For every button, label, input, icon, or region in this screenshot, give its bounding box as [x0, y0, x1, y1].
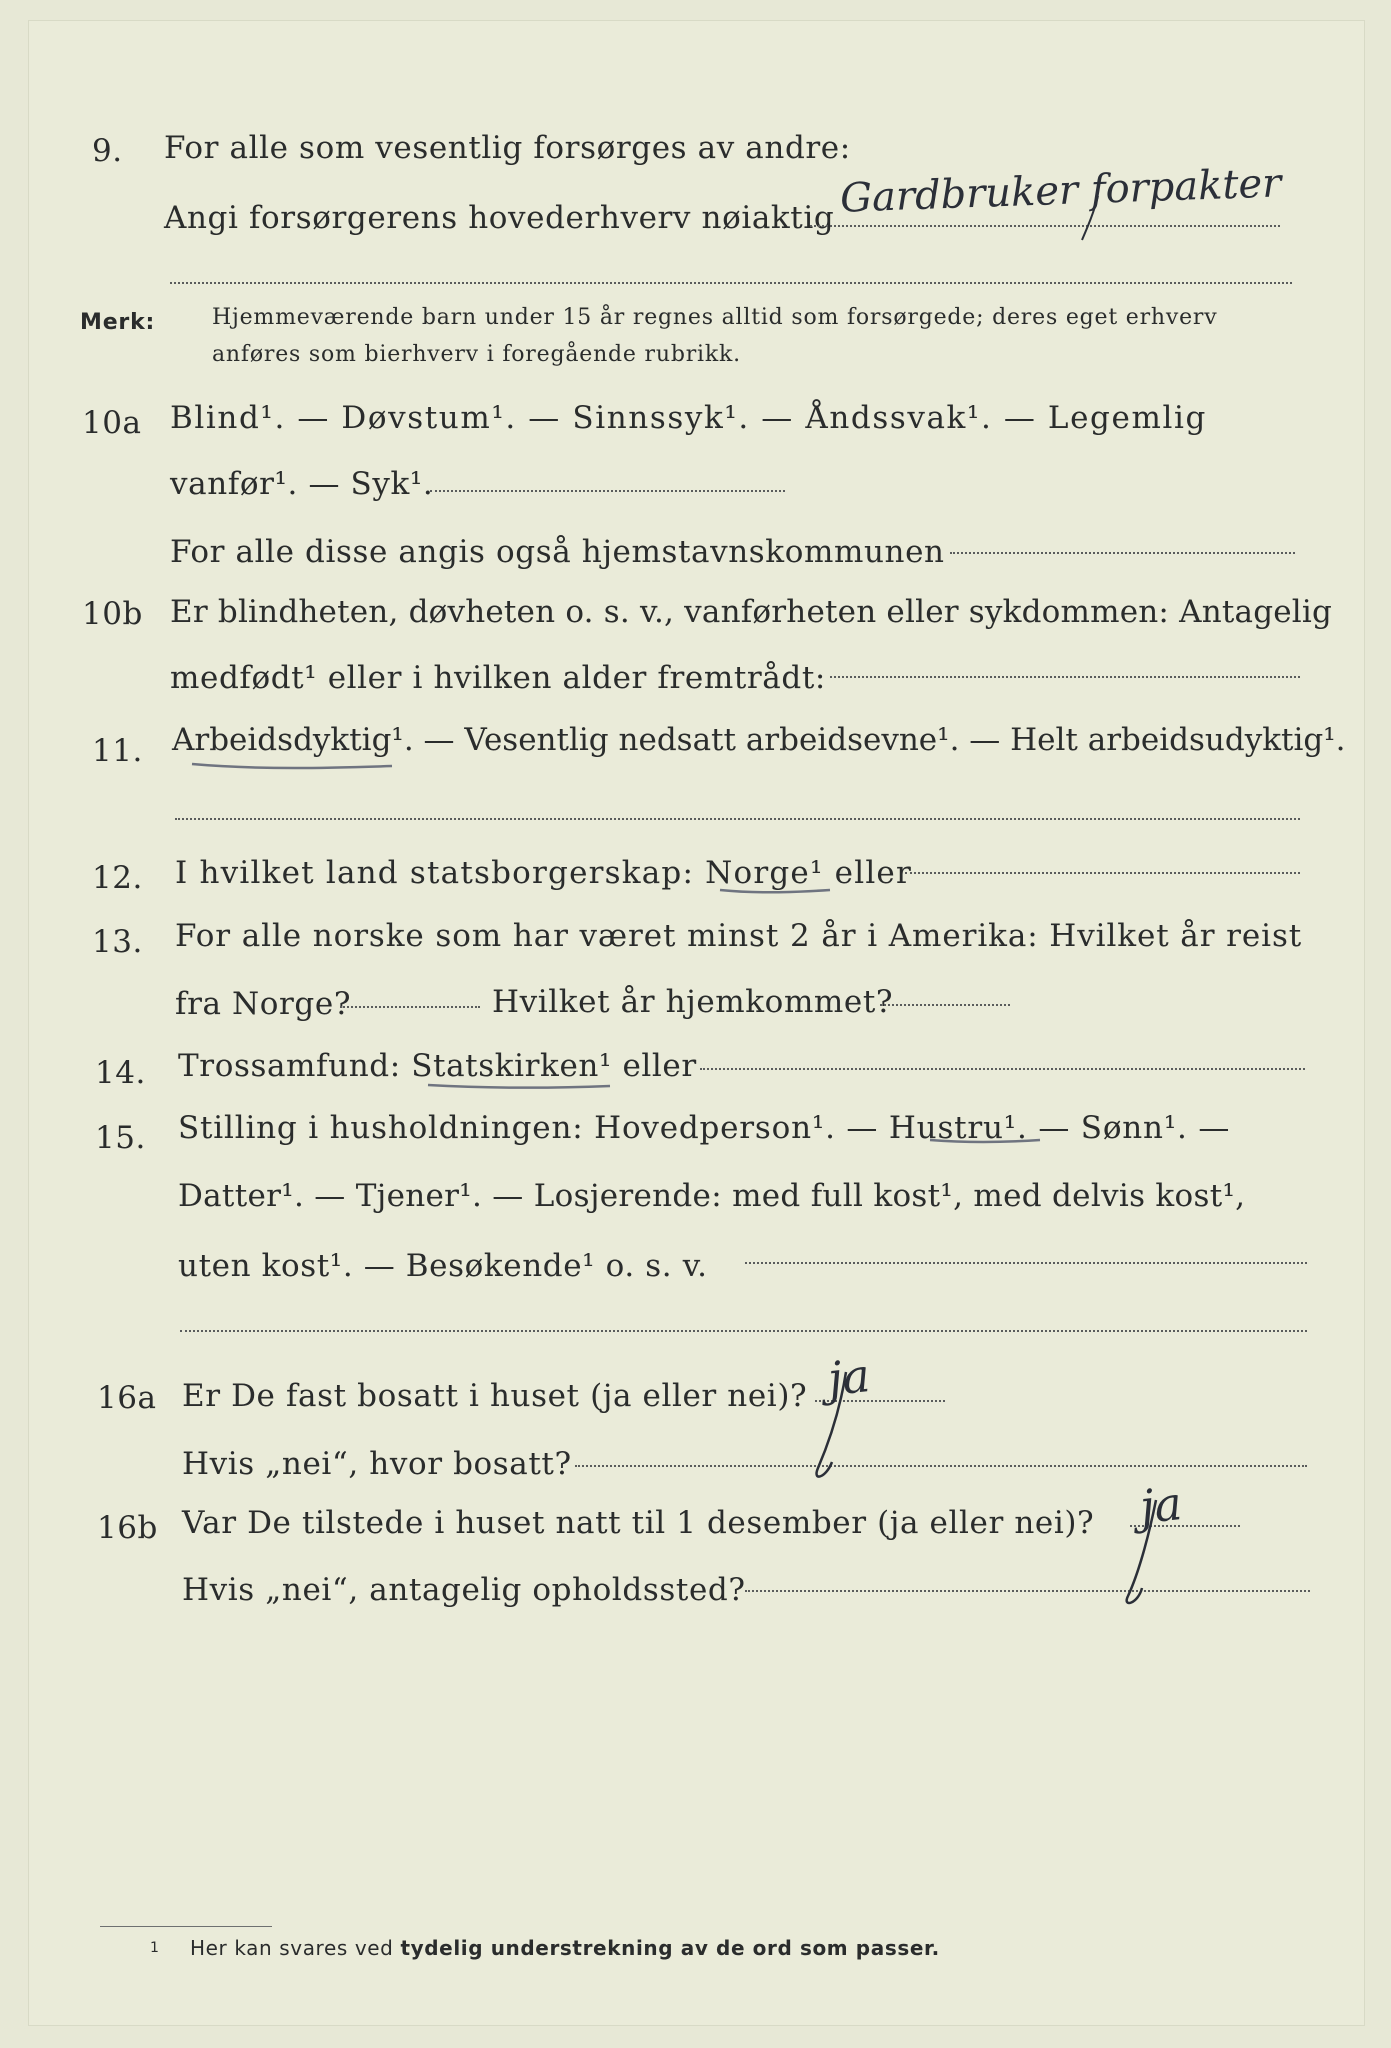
- q16b-opholdssted-line: [745, 1590, 1310, 1592]
- q10a-line3: For alle disse angis også hjemstavnskommunen: [170, 534, 945, 570]
- q16a-line2: Hvis „nei“, hvor bosatt?: [182, 1446, 572, 1482]
- q12-answer-line: [905, 872, 1300, 874]
- q10b-answer-line: [830, 676, 1300, 678]
- q15-line2: Datter¹. — Tjener¹. — Losjerende: med full kost¹, med delvis kost¹,: [178, 1178, 1246, 1214]
- q10a-number: 10a: [82, 405, 142, 441]
- q15-line3: uten kost¹. — Besøkende¹ o. s. v.: [178, 1248, 708, 1284]
- footnote-text-bold: tydelig understrekning av de ord som passer.: [400, 1936, 940, 1960]
- q16a-bosatt-line: [575, 1465, 1307, 1467]
- q13-hjemkommet-line: [880, 1004, 1010, 1006]
- q16b-line2: Hvis „nei“, antagelig opholdssted?: [182, 1572, 746, 1608]
- merk-line2: anføres som bierhverv i foregående rubrikk.: [212, 342, 741, 367]
- q9-answer-line: [810, 225, 1280, 227]
- q12-number: 12.: [92, 860, 143, 896]
- q15-answer-line: [745, 1262, 1307, 1264]
- footnote-text-normal: Her kan svares ved: [190, 1936, 394, 1960]
- q15-number: 15.: [95, 1120, 146, 1156]
- q15-line1: Stilling i husholdningen: Hovedperson¹. — Hustru¹. — Sønn¹. —: [178, 1110, 1231, 1146]
- q10b-line2: medfødt¹ eller i hvilken alder fremtrådt:: [170, 660, 826, 696]
- q11-line1: Arbeidsdyktig¹. — Vesentlig nedsatt arbeidsevne¹. — Helt arbeidsudyktig¹.: [172, 722, 1346, 758]
- q13-line2b: Hvilket år hjemkommet?: [492, 984, 894, 1020]
- merk-label: Merk:: [80, 310, 156, 335]
- q10a-line1: Blind¹. — Døvstum¹. — Sinnssyk¹. — Åndssvak¹. — Legemlig: [170, 400, 1207, 436]
- q9-number: 9.: [92, 133, 123, 169]
- q16a-line1: Er De fast bosatt i huset (ja eller nei)?: [182, 1378, 808, 1414]
- q14-answer-line: [700, 1068, 1305, 1070]
- q11-answer-line: [175, 818, 1300, 820]
- q13-number: 13.: [92, 924, 143, 960]
- footnote-rule: [100, 1926, 272, 1927]
- q13-line1: For alle norske som har været minst 2 år i Amerika: Hvilket år reist: [175, 918, 1303, 954]
- merk-line1: Hjemmeværende barn under 15 år regnes alltid som forsørgede; deres eget erhverv: [212, 305, 1218, 330]
- q16b-handwritten-answer: ja: [1137, 1475, 1185, 1535]
- q13-line2a: fra Norge?: [175, 986, 352, 1022]
- q10a-line2: vanfør¹. — Syk¹.: [170, 466, 434, 502]
- q9-line1: For alle som vesentlig forsørges av andre:: [164, 130, 851, 166]
- footnote-mark: 1: [150, 1940, 160, 1956]
- q16a-number: 16a: [97, 1380, 157, 1416]
- q10b-line1: Er blindheten, døvheten o. s. v., vanførheten eller sykdommen: Antagelig: [170, 594, 1333, 630]
- q9-line2: Angi forsørgerens hovederhverv nøiaktig: [164, 200, 835, 236]
- q14-line1: Trossamfund: Statskirken¹ eller: [178, 1048, 697, 1084]
- q16b-number: 16b: [97, 1510, 158, 1546]
- q10b-number: 10b: [82, 596, 143, 632]
- q9-second-line: [170, 282, 1292, 284]
- q12-line1: I hvilket land statsborgerskap: Norge¹ eller: [175, 855, 912, 891]
- q16a-handwritten-answer: ja: [825, 1347, 873, 1407]
- q9-handwritten-answer: Gardbruker forpakter: [839, 160, 1282, 222]
- q11-number: 11.: [92, 733, 143, 769]
- footnote-text: [190, 1936, 940, 1960]
- q16b-line1: Var De tilstede i huset natt til 1 desember (ja eller nei)?: [182, 1505, 1095, 1541]
- q13-reist-line: [340, 1006, 480, 1008]
- q15-second-line: [180, 1330, 1307, 1332]
- q14-number: 14.: [95, 1055, 146, 1091]
- q10a-syk-line: [430, 490, 785, 492]
- q10a-hjemstavn-line: [950, 552, 1295, 554]
